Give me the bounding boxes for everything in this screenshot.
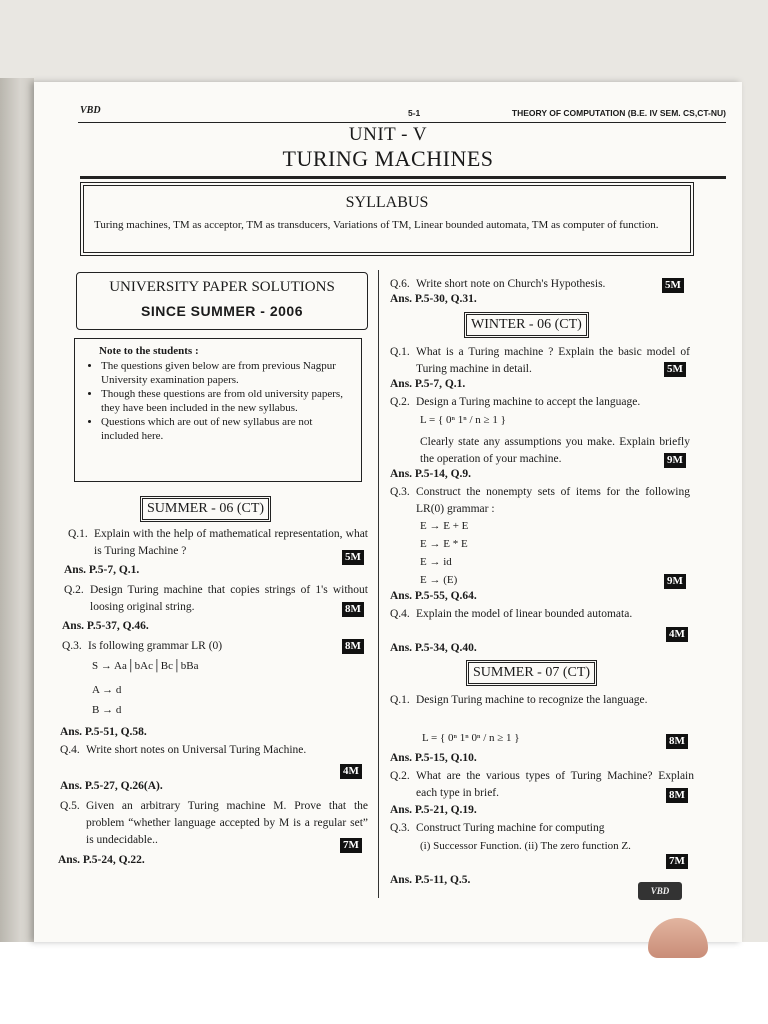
language-definition: L = { 0ⁿ 1ⁿ / n ≥ 1 } — [420, 414, 506, 426]
document-page — [34, 82, 742, 942]
question — [390, 606, 690, 623]
question — [60, 798, 368, 852]
answer-ref: Ans. P.5-15, Q.10. — [390, 752, 477, 764]
running-header — [78, 105, 726, 123]
note-item: • Questions which are out of new syllabus are not included here. — [101, 415, 351, 443]
question-number: Q.3. — [390, 486, 410, 498]
question-number: Q.1. — [390, 694, 410, 706]
question — [390, 692, 692, 726]
university-paper-solutions-box — [76, 272, 368, 330]
question — [390, 276, 660, 293]
question-number: Q.2. — [64, 584, 84, 596]
book-title: THEORY OF COMPUTATION (B.E. IV SEM. CS,CT-NU) — [511, 108, 726, 118]
question-text: What are the various types of Turing Machine? Explain each type in brief. — [416, 770, 694, 799]
question-number: Q.4. — [60, 744, 80, 756]
question-text: Write short notes on Universal Turing Machine. — [86, 744, 307, 756]
question — [64, 582, 368, 616]
question-number: Q.1. — [68, 528, 88, 540]
question-number: Q.2. — [390, 396, 410, 408]
question-number: Q.1. — [390, 346, 410, 358]
question-text: Explain the model of linear bounded automata. — [416, 608, 633, 620]
question-text: Construct the nonempty sets of items for the following LR(0) grammar : — [416, 486, 690, 515]
question-text: Construct Turing machine for computing — [416, 822, 605, 834]
answer-ref: Ans. P.5-34, Q.40. — [390, 642, 477, 654]
section-tag-summer-06: SUMMER - 06 (CT) — [142, 498, 269, 520]
question-number: Q.2. — [390, 770, 410, 782]
grammar-line: E → id — [420, 556, 452, 568]
note-heading: Note to the students : — [99, 345, 199, 357]
answer-ref: Ans. P.5-55, Q.64. — [390, 590, 477, 602]
question — [390, 394, 690, 411]
answer-ref: Ans. P.5-37, Q.46. — [62, 620, 149, 632]
marks-badge: 5M — [342, 550, 364, 565]
grammar-line: E → E + E — [420, 520, 469, 532]
section-tag-winter-06: WINTER - 06 (CT) — [466, 314, 587, 336]
question-text: Design Turing machine to recognize the language. — [416, 694, 648, 706]
answer-ref: Ans. P.5-11, Q.5. — [390, 874, 471, 886]
question-subtext: (i) Successor Function. (ii) The zero function Z. — [420, 840, 631, 852]
language-definition: L = { 0ⁿ 1ⁿ 0ⁿ / n ≥ 1 } — [422, 732, 520, 744]
note-item: • Though these questions are from old university papers, they have been included in the new syllabus. — [101, 387, 351, 415]
chapter-title: TURING MACHINES — [282, 146, 494, 171]
marks-badge: 8M — [666, 734, 688, 749]
question — [390, 344, 690, 378]
ups-title: UNIVERSITY PAPER SOLUTIONS — [109, 279, 335, 295]
marks-badge: 5M — [664, 362, 686, 377]
question — [68, 526, 368, 560]
title-rule — [80, 176, 726, 179]
question-number: Q.5. — [60, 800, 80, 812]
grammar-line: B → d — [92, 704, 122, 716]
marks-badge: 9M — [664, 453, 686, 468]
note-box — [74, 338, 362, 482]
question-number: Q.3. — [62, 640, 82, 652]
publisher-logo: VBD — [80, 105, 101, 116]
unit-heading: UNIT - V — [348, 124, 428, 145]
footer-logo: VBD — [638, 882, 682, 900]
question-text: Write short note on Church's Hypothesis. — [416, 278, 606, 290]
answer-ref: Ans. P.5-51, Q.58. — [60, 726, 147, 738]
ups-subtitle: SINCE SUMMER - 2006 — [141, 303, 303, 319]
marks-badge: 7M — [340, 838, 362, 853]
marks-badge: 4M — [666, 627, 688, 642]
grammar-line: E → (E) — [420, 574, 458, 586]
question-text: Design a Turing machine to accept the language. — [416, 396, 641, 408]
question-text: Design Turing machine that copies strings of 1's without loosing original string. — [90, 584, 368, 613]
question-continuation — [394, 434, 690, 468]
grammar-line: A → d — [92, 684, 122, 696]
marks-badge: 7M — [666, 854, 688, 869]
question — [62, 638, 332, 655]
column-divider — [378, 270, 379, 898]
syllabus-text: Turing machines, TM as acceptor, TM as transducers, Variations of TM, Linear bounded automata, TM as computer of function. — [94, 219, 659, 231]
marks-badge: 8M — [666, 788, 688, 803]
syllabus-heading: SYLLABUS — [345, 194, 429, 211]
marks-badge: 8M — [342, 602, 364, 617]
question — [390, 820, 694, 837]
book-spine — [0, 78, 34, 948]
marks-badge: 8M — [342, 639, 364, 654]
answer-ref: Ans. P.5-21, Q.19. — [390, 804, 477, 816]
section-tag-summer-07: SUMMER - 07 (CT) — [468, 662, 595, 684]
question-text: Clearly state any assumptions you make. Explain briefly the operation of your machine. — [420, 436, 690, 465]
answer-ref: Ans. P.5-7, Q.1. — [64, 564, 140, 576]
marks-badge: 4M — [340, 764, 362, 779]
answer-ref: Ans. P.5-14, Q.9. — [390, 468, 472, 480]
grammar-line: S → Aa│bAc│Bc│bBa — [92, 660, 199, 672]
question-text: Is following grammar LR (0) — [88, 640, 223, 652]
grammar-line: E → E * E — [420, 538, 468, 550]
question — [390, 484, 690, 518]
question — [390, 768, 694, 802]
question-number: Q.3. — [390, 822, 410, 834]
question-number: Q.4. — [390, 608, 410, 620]
page-number: 5-1 — [408, 108, 421, 118]
answer-ref: Ans. P.5-30, Q.31. — [390, 293, 477, 305]
answer-ref: Ans. P.5-24, Q.22. — [58, 854, 145, 866]
syllabus-box — [80, 182, 694, 256]
question-text: Given an arbitrary Turing machine M. Prove that the problem “whether language accepted by M is a regular set” is undecidable.. — [86, 800, 368, 846]
answer-ref: Ans. P.5-27, Q.26(A). — [60, 780, 163, 792]
question — [60, 742, 360, 759]
note-list — [79, 359, 351, 443]
note-item: • The questions given below are from previous Nagpur University examination papers. — [101, 359, 351, 387]
marks-badge: 9M — [664, 574, 686, 589]
marks-badge: 5M — [662, 278, 684, 293]
question-number: Q.6. — [390, 278, 410, 290]
question-text: What is a Turing machine ? Explain the basic model of Turing machine in detail. — [416, 346, 690, 375]
answer-ref: Ans. P.5-7, Q.1. — [390, 378, 466, 390]
question-text: Explain with the help of mathematical representation, what is Turing Machine ? — [94, 528, 368, 557]
